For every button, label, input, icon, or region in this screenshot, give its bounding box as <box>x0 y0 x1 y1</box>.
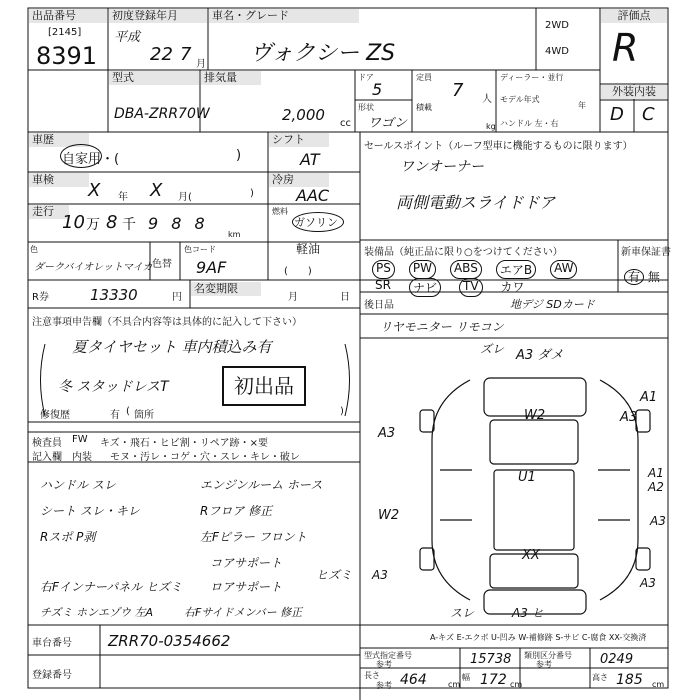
name-header: 車名・グレード <box>209 9 359 23</box>
type-designation-value: 15738 <box>470 652 512 667</box>
mark-15: スレ <box>450 606 475 620</box>
warranty-header: 新車保証書 <box>621 247 671 258</box>
car-name: ヴォクシー ZS <box>250 41 396 66</box>
sales-points-header: セールスポイント（ルーフ型車に機能するものに限ります） <box>364 141 633 152</box>
deadline-day: 日 <box>340 292 350 303</box>
load-unit: kg <box>486 122 496 131</box>
history-circle <box>60 144 102 168</box>
sales-point-2: 両側電動スライドドア <box>396 193 556 212</box>
type-designation-header: 型式指定番号 <box>364 651 412 660</box>
fuel-diesel: 軽油 <box>296 242 321 256</box>
repair-close: ) <box>340 406 344 417</box>
doors-value: 5 <box>372 80 383 99</box>
inspection-year-unit: 年 <box>118 192 128 203</box>
notes-line-1: 夏タイヤセット 車内積込み有 <box>72 338 272 356</box>
equip-kawa: カワ <box>500 280 525 294</box>
displacement-header: 排気量 <box>201 71 261 85</box>
symbol-legend: A-キズ E-エクボ U-凹み W-補修跡 S-サビ C-腐食 XX-交換済 <box>430 633 647 642</box>
lot-number: 8391 <box>36 42 98 70</box>
deadline-month: 月 <box>288 292 298 303</box>
handle-label: ハンドル 左・右 <box>500 119 559 128</box>
reg-year: 22 <box>150 44 173 65</box>
mark-10: W2 <box>378 508 400 523</box>
displacement-unit: cc <box>340 118 351 129</box>
inspector-interior: 内装 <box>72 452 92 463</box>
repair-location: 箇所 <box>134 410 154 421</box>
mark-11: A3 <box>650 514 666 528</box>
note-right-1: エンジンルーム ホース <box>200 478 323 492</box>
equip-airbag: エアB <box>496 260 536 279</box>
inspection-month: X <box>150 180 163 201</box>
dims-width: 172 <box>480 672 507 688</box>
equip-pw: PW <box>409 260 436 279</box>
mark-1: ズレ <box>480 342 505 356</box>
equip-abs: ABS <box>450 260 482 279</box>
note-right-5b: ヒズミ <box>316 568 353 582</box>
dims-ref: 参考 <box>376 681 392 690</box>
mileage-unit: km <box>228 230 241 239</box>
dims-length-unit: cm <box>448 680 461 689</box>
dims-height: 185 <box>616 672 643 688</box>
color-code: 9AF <box>196 258 227 277</box>
category-value: 0249 <box>600 652 634 667</box>
inspector-entry: 記入欄 <box>32 452 62 463</box>
color-header: 色 <box>30 245 38 254</box>
category-ref: 参考 <box>536 660 552 669</box>
drive-4wd: 4WD <box>545 46 569 57</box>
color-value: ダークバイオレットマイカ <box>34 262 153 273</box>
model-year-label: モデル年式 <box>500 95 540 104</box>
shape-header: 形状 <box>358 103 374 112</box>
mark-7: A3 <box>620 410 638 425</box>
aftermarket-header: 後日品 <box>364 300 394 311</box>
shift-value: AT <box>300 150 320 169</box>
inspector-legend-2: モヌ・汚レ・コゲ・穴・スレ・キレ・破レ <box>110 452 300 463</box>
lot-sub: [2145] <box>48 27 82 38</box>
reg-header: 初度登録年月 <box>109 9 207 23</box>
reg-era: 平成 <box>114 30 141 45</box>
inspection-header: 車検 <box>29 173 89 187</box>
category-header: 類別区分番号 <box>524 651 572 660</box>
equip-tv: TV <box>459 278 483 297</box>
fuel-header: 燃料 <box>272 207 288 216</box>
note-left-6: チズミ ホンエゾウ 左A <box>40 606 154 619</box>
warranty-no: 無 <box>647 270 660 284</box>
color-change: 色替 <box>152 259 172 270</box>
capacity-header: 定員 <box>416 73 432 82</box>
sales-point-1: ワンオーナー <box>400 159 484 175</box>
mark-9: A2 <box>648 480 664 494</box>
model-header: 型式 <box>109 71 199 85</box>
chassis-header: 車台番号 <box>32 638 72 649</box>
grade-header: 評価点 <box>601 9 667 23</box>
mark-5: W2 <box>524 408 546 423</box>
dims-width-label: 幅 <box>462 673 470 682</box>
shape-value: ワゴン <box>368 116 408 131</box>
capacity-unit: 人 <box>482 94 492 105</box>
recycle-unit: 円 <box>172 292 182 303</box>
color-code-header: 色コード <box>184 245 216 254</box>
inspector-fw: FW <box>72 434 88 445</box>
model-year-unit: 年 <box>578 101 586 110</box>
mark-6: U1 <box>518 470 536 485</box>
mileage-header: 走行 <box>29 205 69 219</box>
recycle-header: R券 <box>32 292 49 303</box>
aftermarket-2: リヤモニター リモコン <box>380 320 504 334</box>
notes-header: 注意事項申告欄（不具合内容等は具体的に記入して下さい） <box>32 317 302 328</box>
aircon-value: AAC <box>296 186 330 205</box>
repair-header: 修復歴 <box>40 410 70 421</box>
dims-height-label: 高さ <box>592 673 608 682</box>
dims-length-label: 長さ <box>364 671 380 680</box>
equipment-row-1 <box>372 260 577 279</box>
mileage-sen-unit: 千 <box>122 217 136 233</box>
exterior-grade: D <box>610 104 624 125</box>
drive-2wd: 2WD <box>545 20 569 31</box>
chassis-value: ZRR70-0354662 <box>108 632 231 650</box>
first-listing-stamp: 初出品 <box>222 366 306 406</box>
mark-12: XX <box>522 548 540 563</box>
inspection-close: ) <box>250 188 254 199</box>
doors-header: ドア <box>358 73 374 82</box>
history-header: 車歴 <box>29 133 89 147</box>
type-designation-ref: 参考 <box>376 660 392 669</box>
note-right-5: ロアサポート <box>210 580 283 594</box>
note-left-3: Rスポ P剥 <box>40 530 96 544</box>
model-value: DBA-ZRR70W <box>114 106 210 122</box>
dealer-header: ディーラー・並行 <box>500 73 564 82</box>
note-left-2: シート スレ・キレ <box>40 504 140 518</box>
mark-3: A1 <box>640 390 658 405</box>
equip-ps: PS <box>372 260 395 279</box>
inspection-year: X <box>88 180 101 201</box>
note-right-3: 左Fピラー フロント <box>200 530 307 544</box>
warranty-yes: 有 <box>624 269 644 285</box>
note-left-1: ハンドル スレ <box>40 478 116 492</box>
notes-line-2: 冬 スタッドレスT <box>58 379 169 395</box>
lot-header: 出品番号 <box>29 9 107 23</box>
mark-16: A3 ヒ <box>512 606 544 620</box>
dims-length: 464 <box>400 672 427 688</box>
dims-width-unit: cm <box>510 680 523 689</box>
mileage-sen: 8 <box>106 212 118 233</box>
shift-header: シフト <box>269 133 329 147</box>
note-left-5: 右Fインナーパネル ヒズミ <box>40 580 183 594</box>
inspector-legend-1: キズ・飛石・ヒビ割・リペア跡・×要 <box>100 438 268 449</box>
history-close: ) <box>236 148 242 163</box>
reg-month-unit: 月 <box>196 59 206 70</box>
mileage-digits: 9 8 8 <box>148 214 209 233</box>
dims-height-unit: cm <box>652 680 665 689</box>
ext-int-header: 外装内装 <box>601 85 667 99</box>
history-value: 自家用・( <box>62 152 120 167</box>
inspection-month-unit: 月( <box>178 192 192 203</box>
fuel-gas: ガソリン <box>294 216 338 229</box>
registration-header: 登録番号 <box>32 670 72 681</box>
deadline-header: 名変期限 <box>191 282 261 296</box>
recycle-value: 13330 <box>90 286 138 304</box>
displacement-value: 2,000 <box>282 106 325 124</box>
mark-14: A3 <box>640 576 656 590</box>
reg-month: 7 <box>180 44 192 65</box>
mark-8: A1 <box>648 466 664 480</box>
inspector-header: 検査員 <box>32 438 62 449</box>
equip-sr: SR <box>375 278 391 292</box>
aircon-header: 冷房 <box>269 173 329 187</box>
note-right-2: Rフロア 修正 <box>200 504 273 518</box>
fuel-paren: ( ) <box>284 266 312 277</box>
grade-value: R <box>612 26 639 70</box>
repair-has: 有 <box>110 410 120 421</box>
capacity-value: 7 <box>452 80 464 101</box>
mark-4: A3 <box>378 426 396 441</box>
load-header: 積載 <box>416 103 432 112</box>
mark-13: A3 <box>372 568 388 582</box>
aftermarket-1: 地デジ SDカード <box>510 298 595 311</box>
interior-grade: C <box>642 104 655 125</box>
equip-aw: AW <box>550 260 577 279</box>
mark-2: A3 ダメ <box>516 348 564 363</box>
note-right-6: 右Fサイドメンバー 修正 <box>184 606 303 619</box>
equipment-header: 装備品（純正品に限り○をつけてください） <box>364 247 563 258</box>
warranty-options <box>624 268 660 285</box>
note-right-4: コアサポート <box>210 556 283 570</box>
mileage-man-unit: 万 <box>86 217 100 233</box>
mileage-man: 10 <box>62 212 85 233</box>
equipment-row-2 <box>375 278 525 297</box>
equip-navi: ナビ <box>409 278 441 297</box>
repair-paren: ( <box>126 406 130 417</box>
fuel-gas-circle <box>292 212 344 232</box>
